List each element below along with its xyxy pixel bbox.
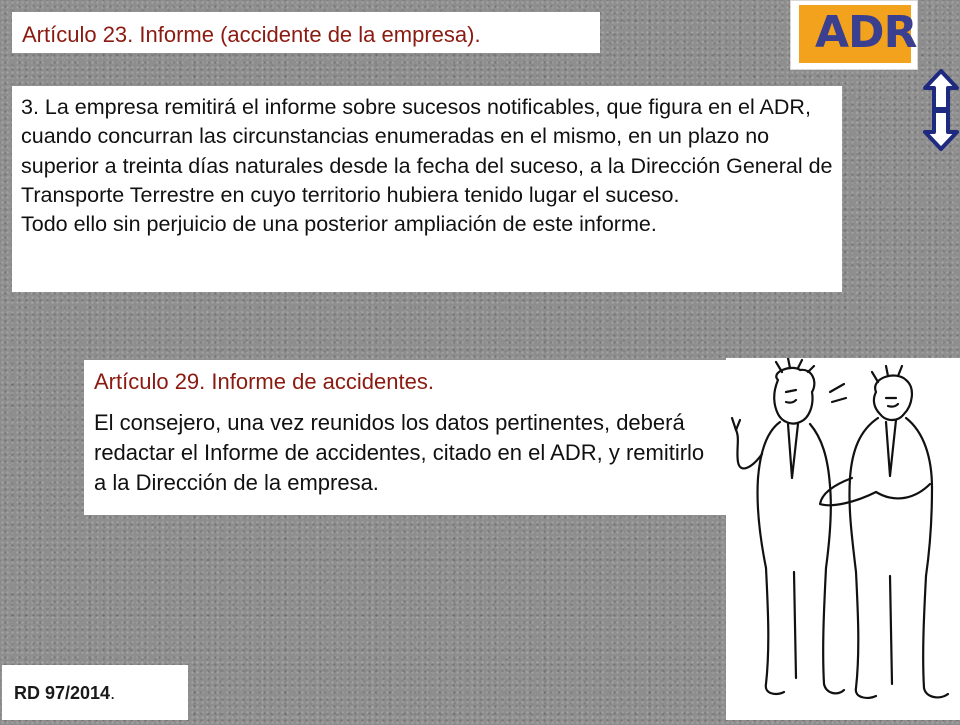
legal-reference-suffix: . [110, 683, 116, 703]
article-29-title: Artículo 29. Informe de accidentes. [94, 369, 434, 394]
legal-reference [2, 665, 188, 720]
legal-reference-text: RD 97/2014 [14, 683, 111, 703]
article-23-text: 3. La empresa remitirá el informe sobre sucesos notificables, que figura en el ADR, cuando concurran las circunstancias enumeradas en el mismo, en un plazo no superior a treinta días naturales desde la fecha del suceso, a la Dirección General de Transporte Terrestre en cuyo territorio hubiera tenido lugar el suceso. [21, 95, 833, 207]
article-23-title: Artículo 23. Informe (accidente de la empresa). [12, 12, 600, 53]
article-29-text: El consejero, una vez reunidos los datos pertinentes, deberá redactar el Informe de accidentes, citado en el ADR, y remitirlo a la Dirección de la empresa. [94, 410, 705, 495]
adr-logo-text: ADR [815, 7, 917, 58]
arrow-up-icon[interactable] [922, 68, 960, 112]
article-23-paragraph [12, 86, 842, 292]
article-23-text-2: Todo ello sin perjuicio de una posterior ampliación de este informe. [21, 212, 657, 237]
cartoon-illustration [726, 358, 960, 720]
arrow-down-icon[interactable] [922, 108, 960, 152]
adr-logo [790, 0, 918, 70]
article-29-panel [84, 360, 726, 515]
two-men-discussing-drawing [726, 358, 960, 720]
